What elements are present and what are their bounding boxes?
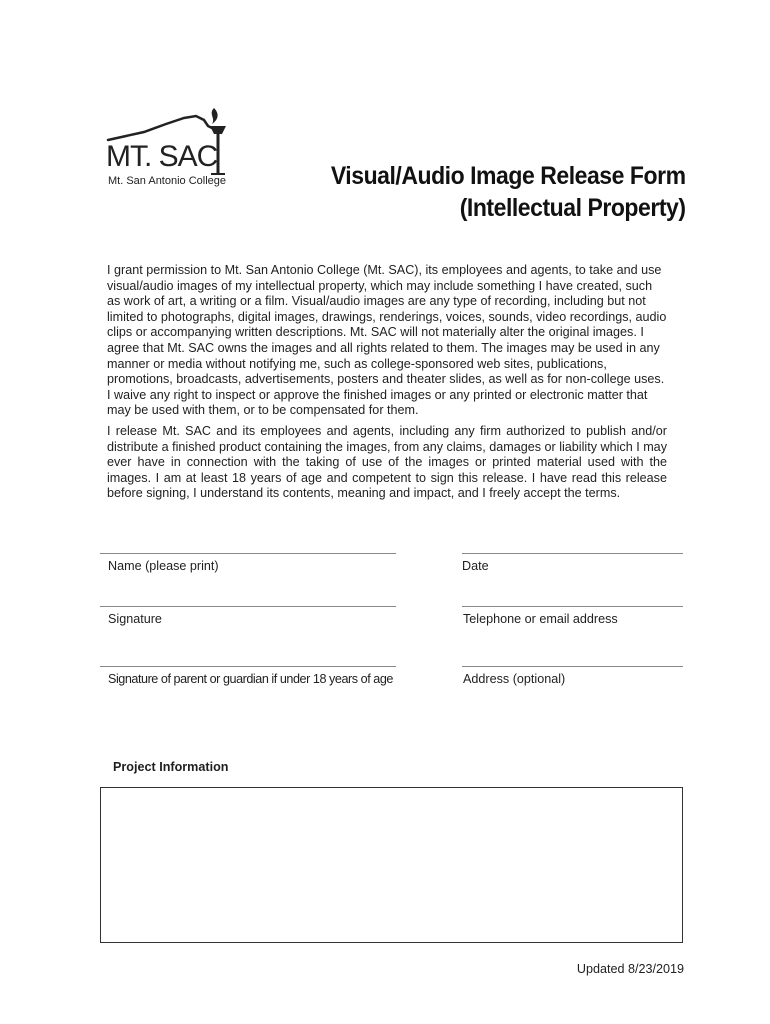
signature-field-label: Signature — [108, 612, 162, 626]
title-line-2: (Intellectual Property) — [460, 194, 686, 222]
contact-field-label: Telephone or email address — [463, 612, 618, 626]
logo-college-name: Mt. San Antonio College — [108, 175, 227, 187]
address-field-label: Address (optional) — [463, 672, 566, 686]
contact-input-line[interactable] — [462, 606, 683, 607]
logo-wordmark: MT. SAC — [106, 140, 218, 173]
permission-paragraph: I grant permission to Mt. San Antonio College (Mt. SAC), its employees and agents, to take and use visual/audio images of my intellectual property, which may include something I have created, such as work of art, a writing or a film. Visual/audio images are any type of recording, including but not limited to photographs, digital images, drawings, renderings, voices, sounds, video recordings, audio clips or accompanying written descriptions. Mt. SAC will not materially alter the original images. I agree that Mt. SAC owns the images and all rights related to them. The images may be used in any manner or media without notifying me, such as college-sponsored web sites, publications, promotions, broadcasts, advertisements, posters and theater slides, as well as for non-college uses. I waive any right to inspect or approve the finished images or any printed or electronic matter that may be used with them, or to be compensated for them. — [107, 263, 667, 418]
project-information-label: Project Information — [113, 760, 229, 774]
project-information-box[interactable] — [100, 787, 683, 943]
date-field-label: Date — [462, 559, 489, 573]
release-paragraph: I release Mt. SAC and its employees and agents, including any firm authorized to publish and/or distribute a finished product containing the images, from any claims, damages or liability which I may ever have in connection with the taking of use of the images or printed material used with the images. I am at least 18 years of age and competent to sign this release. I have read this release before signing, I understand its contents, meaning and impact, and I freely accept the terms. — [107, 424, 667, 501]
updated-date: Updated 8/23/2019 — [576, 962, 684, 976]
guardian-signature-input-line[interactable] — [100, 666, 396, 667]
date-input-line[interactable] — [462, 553, 683, 554]
guardian-signature-field-label: Signature of parent or guardian if under 18 years of age — [108, 672, 393, 686]
signature-input-line[interactable] — [100, 606, 396, 607]
college-logo — [104, 100, 244, 200]
name-field-label: Name (please print) — [108, 559, 219, 573]
title-line-1: Visual/Audio Image Release Form — [331, 162, 686, 190]
page-title — [331, 160, 686, 224]
name-input-line[interactable] — [100, 553, 396, 554]
address-input-line[interactable] — [462, 666, 683, 667]
